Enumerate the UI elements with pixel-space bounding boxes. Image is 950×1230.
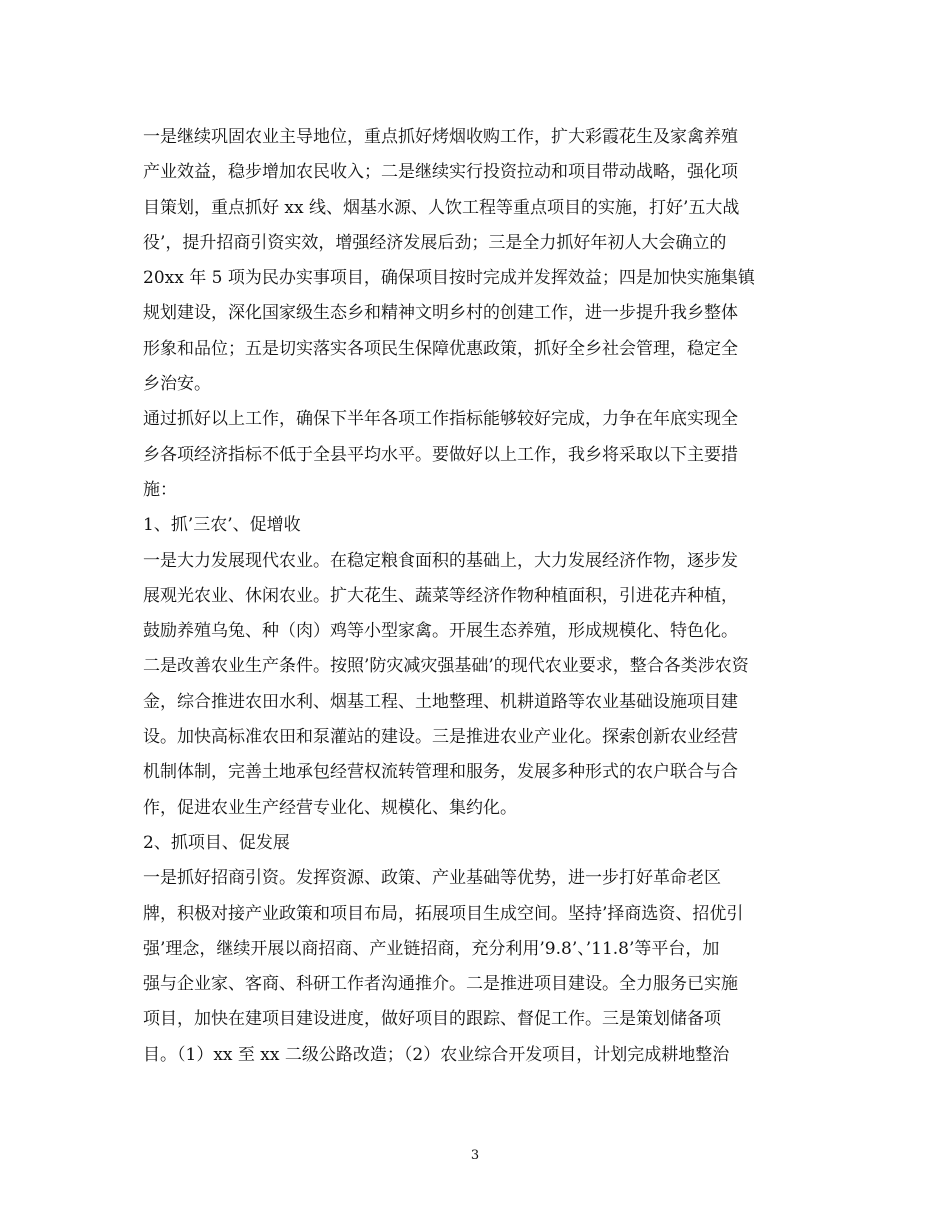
text-line: 乡治安。 [143, 374, 211, 395]
text-line: 展观光农业、休闲农业。扩大花生、蔬菜等经济作物种植面积，引进花卉种植， [143, 585, 738, 606]
text-line: 施： [143, 479, 177, 500]
section-heading: 1、抓’三农’、促增收 [143, 515, 301, 536]
text-line: 项目，加快在建项目建设进度，做好项目的跟踪、督促工作。三是策划储备项 [143, 1009, 721, 1030]
text-line: 形象和品位；五是切实落实各项民生保障优惠政策，抓好全乡社会管理，稳定全 [143, 338, 738, 359]
text-line: 设。加快高标准农田和泵灌站的建设。三是推进农业产业化。探索创新农业经营 [143, 727, 738, 748]
text-line: 通过抓好以上工作，确保下半年各项工作指标能够较好完成，力争在年底实现全 [143, 409, 738, 430]
text-line: 乡各项经济指标不低于全县平均水平。要做好以上工作，我乡将采取以下主要措 [143, 444, 738, 465]
text-line: 目。（1）xx 至 xx 二级公路改造；（2）农业综合开发项目，计划完成耕地整治 [143, 1044, 730, 1065]
text-line: 作，促进农业生产经营专业化、规模化、集约化。 [143, 797, 517, 818]
text-line: 牌，积极对接产业政策和项目布局，拓展项目生成空间。坚持’择商选资、招优引 [143, 903, 744, 924]
text-line: 鼓励养殖乌兔、种（肉）鸡等小型家禽。开展生态养殖，形成规模化、特色化。 [143, 621, 738, 642]
text-line: 一是大力发展现代农业。在稳定粮食面积的基础上，大力发展经济作物，逐步发 [143, 550, 738, 571]
text-line: 产业效益，稳步增加农民收入；二是继续实行投资拉动和项目带动战略，强化项 [143, 162, 738, 183]
page-number: 3 [470, 1148, 480, 1163]
text-line: 一是继续巩固农业主导地位，重点抓好烤烟收购工作，扩大彩霞花生及家禽养殖 [143, 127, 738, 147]
text-line: 役’，提升招商引资实效，增强经济发展后劲；三是全力抓好年初人大会确立的 [143, 232, 727, 253]
text-line: 目策划，重点抓好 xx 线、烟基水源、人饮工程等重点项目的实施，打好’五大战 [143, 197, 740, 218]
text-line: 20xx 年 5 项为民办实事项目，确保项目按时完成并发挥效益；四是加快实施集镇 [143, 268, 755, 289]
text-line: 一是抓好招商引资。发挥资源、政策、产业基础等优势，进一步打好革命老区 [143, 868, 721, 889]
text-line: 机制体制，完善土地承包经营权流转管理和服务，发展多种形式的农户联合与合 [143, 762, 738, 783]
text-line: 强’理念，继续开展以商招商、产业链招商，充分利用’9.8’、’11.8’等平台，加 [143, 938, 720, 959]
document-body [143, 120, 813, 1073]
text-line: 强与企业家、客商、科研工作者沟通推介。二是推进项目建设。全力服务已实施 [143, 974, 738, 995]
section-heading: 2、抓项目、促发展 [143, 832, 290, 853]
text-line: 二是改善农业生产条件。按照’防灾减灾强基础’的现代农业要求，整合各类涉农资 [143, 656, 749, 677]
text-line: 金，综合推进农田水利、烟基工程、土地整理、机耕道路等农业基础设施项目建 [143, 691, 738, 712]
text-line: 规划建设，深化国家级生态乡和精神文明乡村的创建工作，进一步提升我乡整体 [143, 303, 738, 324]
